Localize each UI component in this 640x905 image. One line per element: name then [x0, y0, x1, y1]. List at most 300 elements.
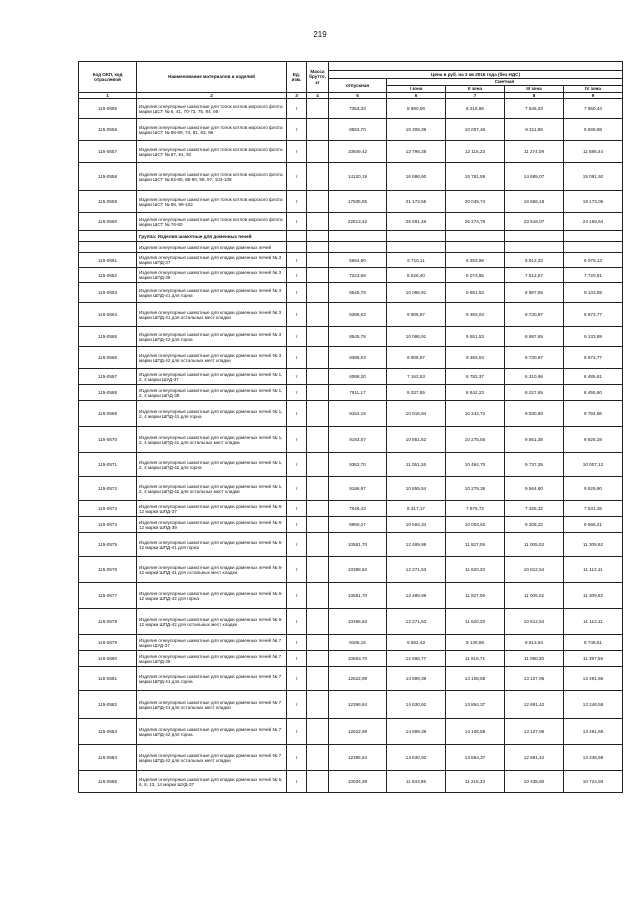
cell-zone-4: 13 248,58 [564, 691, 623, 719]
cell-name: Изделия огнеупорные шамотные для кладки доменных печей № 3 марки ШПД-42 для горна [137, 327, 287, 347]
header-price-title: Цена в руб. на 2 кв 2016 года (без НДС) [329, 71, 623, 79]
table-row [79, 517, 623, 533]
cell-zone-1: 10 564,34 [387, 517, 446, 533]
cell-mass [307, 719, 329, 745]
cell-name: Изделия огнеупорные шамотные для кладки доменных печей № 7 марки ШПД-42 для остальных мест кладки [137, 745, 287, 771]
cell-mass [307, 557, 329, 583]
cell-zone-1: 12 586,77 [387, 651, 446, 667]
cell-zone-3: 10 435,80 [505, 771, 564, 793]
cell-code: 115-0557 [79, 141, 137, 163]
table-row [79, 253, 623, 268]
cell-code: 115-0577 [79, 583, 137, 609]
cell-zone-4: 7 850,44 [564, 99, 623, 119]
cell-price-otpusk: 12622,99 [329, 719, 387, 745]
cell-zone-1: 12 271,53 [387, 609, 446, 635]
cell-zone-4 [564, 231, 623, 242]
cell-zone-4: 8 972,77 [564, 347, 623, 369]
cell-zone-4: 13 248,58 [564, 745, 623, 771]
cell-price-otpusk: 9362,70 [329, 453, 387, 477]
cell-unit: т [287, 191, 307, 213]
cell-mass [307, 533, 329, 557]
cell-zone-4: 8 455,60 [564, 385, 623, 401]
cell-mass [307, 283, 329, 303]
cell-unit: т [287, 385, 307, 401]
table-row [79, 99, 623, 119]
cell-code: 115-0563 [79, 283, 137, 303]
header-unit: Ед. изм. [287, 62, 307, 93]
cell-zone-4: 6 076,13 [564, 253, 623, 268]
cell-zone-4: 6 485,81 [564, 369, 623, 385]
cell-name: Изделия огнеупорные шамотные для кладки доменных печей № 3 марки ШПД-42 для остальных мест кладки [137, 347, 287, 369]
cell-zone-4: 8 749,51 [564, 635, 623, 651]
cell-zone-3 [505, 231, 564, 242]
cell-zone-2: 9 149,58 [446, 635, 505, 651]
cell-name: Изделия огнеупорные шамотные для кладки доменных печей № 6-12 марки ШПД-41 для горна [137, 533, 287, 557]
cell-zone-3: 8 887,65 [505, 283, 564, 303]
cell-zone-3: 8 730,87 [505, 303, 564, 327]
cell-code: 115-0567 [79, 369, 137, 385]
cell-mass [307, 268, 329, 283]
cell-zone-4 [564, 242, 623, 253]
cell-price-otpusk: 8186,15 [329, 635, 387, 651]
cell-zone-4: 13 491,66 [564, 667, 623, 691]
cell-zone-2: 10 464,70 [446, 453, 505, 477]
cell-zone-4: 15 091,92 [564, 163, 623, 191]
cell-mass [307, 327, 329, 347]
cell-zone-1: 12 489,99 [387, 533, 446, 557]
cell-zone-2: 10 003,62 [446, 517, 505, 533]
cell-name: Изделия огнеупорные шамотные для кладки доменных печей № 7 марки ШУД-37 [137, 635, 287, 651]
cell-zone-3: 9 308,22 [505, 517, 564, 533]
cell-name: Изделия огнеупорные шамотные для топок котлов морского флота марки ШСТ № 87, 91, 92 [137, 141, 287, 163]
cell-code: 115-0560 [79, 213, 137, 231]
cell-zone-2: 11 827,06 [446, 533, 505, 557]
cell-code: 115-0562 [79, 268, 137, 283]
cell-mass [307, 501, 329, 517]
cell-zone-3: 5 912,33 [505, 253, 564, 268]
cell-price-otpusk: 6068,20 [329, 369, 387, 385]
cell-unit: т [287, 427, 307, 453]
cell-price-otpusk: 12396,64 [329, 691, 387, 719]
cell-zone-3: 10 812,54 [505, 557, 564, 583]
cell-zone-4: 11 309,92 [564, 533, 623, 557]
header-mass: Масса брутто, кг [307, 62, 329, 93]
cell-zone-3: 9 564,90 [505, 477, 564, 501]
cell-zone-3: 14 685,07 [505, 163, 564, 191]
header-zone-4: IV зона [564, 86, 623, 93]
table-row [79, 347, 623, 369]
cell-price-otpusk: 14120,19 [329, 163, 387, 191]
cell-zone-2: 11 620,20 [446, 609, 505, 635]
cell-zone-4: 9 569,88 [564, 119, 623, 141]
col-num-4: 4 [307, 93, 329, 99]
cell-mass [307, 583, 329, 609]
cell-code: 115-0579 [79, 635, 137, 651]
cell-price-otpusk: 7223,69 [329, 268, 387, 283]
cell-name: Изделия огнеупорные шамотные для кладки доменных печей № 3 марки ШПД-39 [137, 268, 287, 283]
cell-zone-3: 11 005,02 [505, 533, 564, 557]
table-row [79, 141, 623, 163]
cell-unit: т [287, 163, 307, 191]
cell-zone-1: 10 855,54 [387, 477, 446, 501]
table-row [79, 242, 623, 253]
cell-mass [307, 231, 329, 242]
cell-unit [287, 242, 307, 253]
cell-name: Изделия огнеупорные шамотные для кладки доменных печей № 1, 2, 4 марки ШПД-41 для горна [137, 401, 287, 427]
cell-zone-2: 8 073,85 [446, 268, 505, 283]
cell-zone-4: 10 724,93 [564, 771, 623, 793]
cell-name: Изделия огнеупорные шамотные для кладки доменных печей № 3 марки ШПД-41 для остальных мест кладки [137, 303, 287, 327]
table-row [79, 369, 623, 385]
cell-zone-3: 23 518,07 [505, 213, 564, 231]
table-row [79, 453, 623, 477]
cell-zone-3: 18 656,18 [505, 191, 564, 213]
col-num-1: 1 [79, 93, 137, 99]
table-row [79, 533, 623, 557]
header-code: Код ОКП, код отраслевой [79, 62, 137, 93]
cell-zone-4: 7 531,35 [564, 501, 623, 517]
cell-zone-1: 21 173,55 [387, 191, 446, 213]
cell-name: Изделия огнеупорные шамотные для кладки доменных печей № 6-12 марки ШПД-39 [137, 517, 287, 533]
cell-unit: т [287, 691, 307, 719]
table-row [79, 191, 623, 213]
table-row [79, 609, 623, 635]
cell-mass [307, 635, 329, 651]
cell-code: 115-0558 [79, 163, 137, 191]
cell-name: Изделия огнеупорные шамотные для кладки доменных печей № 6-12 марки ШПД-42 для остальных мест кладки [137, 609, 287, 635]
table-row [79, 583, 623, 609]
cell-price-otpusk: 9193,57 [329, 427, 387, 453]
cell-zone-3: 12 891,42 [505, 745, 564, 771]
cell-unit: т [287, 141, 307, 163]
cell-zone-3: 9 311,89 [505, 119, 564, 141]
cell-zone-2: 8 218,86 [446, 99, 505, 119]
cell-zone-3: 7 328,32 [505, 501, 564, 517]
cell-zone-2: 6 353,96 [446, 253, 505, 268]
cell-zone-2: 11 620,20 [446, 557, 505, 583]
cell-price-otpusk: 17935,55 [329, 191, 387, 213]
cell-zone-1: 14 630,92 [387, 691, 446, 719]
cell-zone-2: 13 854,37 [446, 691, 505, 719]
cell-code: 115-0584 [79, 745, 137, 771]
cell-code: 115-0572 [79, 477, 137, 501]
cell-zone-1: 8 526,40 [387, 268, 446, 283]
cell-code: 115-0573 [79, 501, 137, 517]
cell-price-otpusk: 10581,70 [329, 533, 387, 557]
cell-zone-2: 25 274,79 [446, 213, 505, 231]
cell-mass [307, 242, 329, 253]
cell-zone-3: 8 730,87 [505, 347, 564, 369]
cell-mass [307, 609, 329, 635]
cell-zone-4: 11 586,44 [564, 141, 623, 163]
cell-price-otpusk [329, 231, 387, 242]
cell-zone-1: 26 691,46 [387, 213, 446, 231]
cell-unit: т [287, 268, 307, 283]
cell-price-otpusk: 22613,42 [329, 213, 387, 231]
cell-zone-4: 10 007,12 [564, 453, 623, 477]
cell-zone-3: 7 512,67 [505, 268, 564, 283]
cell-mass [307, 385, 329, 401]
cell-price-otpusk: 5684,90 [329, 253, 387, 268]
cell-price-otpusk: 10396,62 [329, 609, 387, 635]
cell-name: Изделия огнеупорные шамотные для кладки доменных печей № 7 марки ШПД-39 [137, 651, 287, 667]
table-row [79, 635, 623, 651]
cell-name: Изделия огнеупорные шамотные для топок котлов морского флота марки ШСТ № 86, 99-102 [137, 191, 287, 213]
cell-mass [307, 163, 329, 191]
cell-zone-2: 14 108,58 [446, 719, 505, 745]
cell-zone-3: 13 127,96 [505, 667, 564, 691]
cell-zone-3: 11 090,30 [505, 651, 564, 667]
cell-zone-4: 13 491,66 [564, 719, 623, 745]
cell-zone-4: 7 720,81 [564, 268, 623, 283]
cell-zone-1: 10 851,52 [387, 427, 446, 453]
cell-price-otpusk: 9196,97 [329, 477, 387, 501]
cell-zone-2: 11 827,06 [446, 583, 505, 609]
cell-price-otpusk: 10034,39 [329, 771, 387, 793]
cell-code: 115-0566 [79, 347, 137, 369]
table-row [79, 667, 623, 691]
cell-zone-3: 8 227,65 [505, 385, 564, 401]
cell-zone-1: 7 162,53 [387, 369, 446, 385]
cell-zone-4: 19 173,06 [564, 191, 623, 213]
cell-mass [307, 691, 329, 719]
cell-zone-4: 11 309,92 [564, 583, 623, 609]
cell-zone-1: 11 843,96 [387, 771, 446, 793]
cell-code: 115-0561 [79, 253, 137, 268]
price-table-wrapper [78, 61, 622, 793]
col-num-9: 9 [564, 93, 623, 99]
cell-price-otpusk: 8545,78 [329, 327, 387, 347]
cell-price-otpusk: 12395,64 [329, 745, 387, 771]
table-row [79, 401, 623, 427]
header-zone-2: II зона [446, 86, 505, 93]
cell-price-otpusk: 7354,33 [329, 99, 387, 119]
cell-code: 115-0568 [79, 385, 137, 401]
cell-unit: т [287, 517, 307, 533]
cell-code: 115-0583 [79, 719, 137, 745]
cell-unit: т [287, 477, 307, 501]
cell-zone-2: 8 842,23 [446, 385, 505, 401]
cell-zone-1 [387, 231, 446, 242]
table-row [79, 651, 623, 667]
cell-unit: т [287, 745, 307, 771]
cell-zone-2: 10 007,46 [446, 119, 505, 141]
cell-zone-4: 9 133,89 [564, 327, 623, 347]
cell-code: 115-0574 [79, 517, 137, 533]
table-row [79, 427, 623, 453]
cell-unit: т [287, 609, 307, 635]
cell-zone-2: 14 108,58 [446, 667, 505, 691]
cell-code [79, 242, 137, 253]
cell-unit: т [287, 369, 307, 385]
cell-price-otpusk: 7911,17 [329, 385, 387, 401]
col-num-3: 3 [287, 93, 307, 99]
cell-name: Изделия огнеупорные шамотные для кладки доменных печей № 7 марки ШПД-42 для горна [137, 719, 287, 745]
cell-price-otpusk: 8395,03 [329, 347, 387, 369]
cell-price-otpusk [329, 242, 387, 253]
cell-code: 115-0556 [79, 119, 137, 141]
cell-zone-3: 9 530,80 [505, 401, 564, 427]
cell-zone-1: 12 489,99 [387, 583, 446, 609]
table-row [79, 557, 623, 583]
cell-price-otpusk: 12622,99 [329, 667, 387, 691]
table-row [79, 691, 623, 719]
cell-unit: т [287, 533, 307, 557]
cell-zone-2: 10 275,56 [446, 427, 505, 453]
cell-zone-1: 9 337,85 [387, 385, 446, 401]
cell-zone-2: 12 116,23 [446, 141, 505, 163]
cell-mass [307, 213, 329, 231]
cell-price-otpusk: 10663,70 [329, 651, 387, 667]
cell-zone-2: 10 242,72 [446, 401, 505, 427]
cell-zone-3: 6 310,96 [505, 369, 564, 385]
cell-zone-1: 9 908,97 [387, 347, 446, 369]
cell-name: Изделия огнеупорные шамотные для кладки доменных печей № 1, 2, 4 марки ШПД-42 для горна [137, 453, 287, 477]
cell-unit: т [287, 453, 307, 477]
cell-zone-1: 10 086,91 [387, 327, 446, 347]
cell-code: 115-0575 [79, 533, 137, 557]
cell-zone-1: 10 086,91 [387, 283, 446, 303]
cell-zone-2: 9 551,53 [446, 283, 505, 303]
cell-code: 115-0581 [79, 667, 137, 691]
cell-unit: т [287, 719, 307, 745]
cell-name: Изделия огнеупорные шамотные для топок котлов морского флота марки ШСТ № 82-85, 88-90, 98, 97, 103-108 [137, 163, 287, 191]
cell-zone-1: 14 899,39 [387, 719, 446, 745]
cell-zone-4: 9 133,89 [564, 283, 623, 303]
cell-code: 115-0582 [79, 691, 137, 719]
cell-mass [307, 427, 329, 453]
cell-code: 115-0570 [79, 427, 137, 453]
cell-price-otpusk: 10849,42 [329, 141, 387, 163]
table-row [79, 213, 623, 231]
cell-code: 115-0555 [79, 99, 137, 119]
cell-zone-2: 6 782,37 [446, 369, 505, 385]
table-row [79, 719, 623, 745]
cell-name: Изделия огнеупорные шамотные для кладки доменных печей № 6-12 марки ШПД-42 для горна [137, 583, 287, 609]
cell-price-otpusk: 7046,43 [329, 501, 387, 517]
col-num-5: 5 [329, 93, 387, 99]
cell-code: 115-0580 [79, 651, 137, 667]
table-row [79, 119, 623, 141]
cell-mass [307, 771, 329, 793]
cell-zone-1: 16 686,60 [387, 163, 446, 191]
cell-name: Изделия огнеупорные шамотные для кладки доменных печей № 5, 6, 8, 13, 14 марки ШУД-37 [137, 771, 287, 793]
table-row [79, 163, 623, 191]
cell-code: 115-0571 [79, 453, 137, 477]
cell-name: Изделия огнеупорные шамотные для кладки доменных печей № 1, 2, 4 марки ШПД-42 для остальных мест кладки [137, 477, 287, 501]
cell-mass [307, 99, 329, 119]
col-num-6: 6 [387, 93, 446, 99]
cell-zone-4: 11 112,11 [564, 557, 623, 583]
cell-zone-1: 8 680,59 [387, 99, 446, 119]
cell-price-otpusk: 10398,62 [329, 557, 387, 583]
cell-name: Изделия огнеупорные шамотные для топок котлов морского флота марки ШСТ № 86-89, 74, 81, 83, 96 [137, 119, 287, 141]
cell-name: Изделия огнеупорные шамотные для кладки доменных печей № 7 марки ШПД-41 для горна [137, 667, 287, 691]
cell-mass [307, 191, 329, 213]
cell-mass [307, 477, 329, 501]
cell-price-otpusk: 10581,70 [329, 583, 387, 609]
cell-zone-3: 13 127,96 [505, 719, 564, 745]
cell-mass [307, 347, 329, 369]
cell-code: 115-0565 [79, 327, 137, 347]
header-name: Наименование материалов и изделий [137, 62, 287, 93]
cell-name: Изделия огнеупорные шамотные для кладки доменных печей № 6-12 марки ШПД-37 [137, 501, 287, 517]
header-zone-1: I зона [387, 86, 446, 93]
table-row [79, 501, 623, 517]
cell-zone-4: 9 829,90 [564, 477, 623, 501]
table-row [79, 283, 623, 303]
header-otpusknaya: отпускная [329, 79, 387, 93]
cell-code: 115-0585 [79, 771, 137, 793]
cell-zone-1: 9 662,43 [387, 635, 446, 651]
cell-mass [307, 119, 329, 141]
cell-zone-2: 11 918,71 [446, 651, 505, 667]
cell-mass [307, 517, 329, 533]
cell-zone-2: 7 875,72 [446, 501, 505, 517]
col-num-7: 7 [446, 93, 505, 99]
cell-zone-1: 12 796,38 [387, 141, 446, 163]
cell-zone-3: 8 887,65 [505, 327, 564, 347]
cell-unit: т [287, 501, 307, 517]
cell-name: Изделия огнеупорные шамотные для кладки доменных печей № 6-12 марки ШПД-41 для остальных мест кладки [137, 557, 287, 583]
cell-unit: т [287, 651, 307, 667]
table-row [79, 745, 623, 771]
cell-zone-1: 9 908,97 [387, 303, 446, 327]
cell-mass [307, 651, 329, 667]
cell-unit: т [287, 771, 307, 793]
cell-unit: т [287, 119, 307, 141]
header-smetnaya: Сметная [387, 79, 623, 86]
cell-zone-3: 11 005,02 [505, 583, 564, 609]
cell-unit: т [287, 557, 307, 583]
cell-zone-2: 20 049,74 [446, 191, 505, 213]
cell-zone-1: 14 899,39 [387, 667, 446, 691]
table-row [79, 385, 623, 401]
cell-price-otpusk: 8553,70 [329, 119, 387, 141]
cell-zone-1: 10 308,39 [387, 119, 446, 141]
cell-zone-4: 9 794,86 [564, 401, 623, 427]
cell-zone-4: 11 397,56 [564, 651, 623, 667]
table-row [79, 771, 623, 793]
cell-code: 115-0559 [79, 191, 137, 213]
cell-zone-1: 8 317,17 [387, 501, 446, 517]
cell-zone-3: 9 561,38 [505, 427, 564, 453]
cell-mass [307, 141, 329, 163]
cell-code [79, 231, 137, 242]
cell-unit: т [287, 327, 307, 347]
cell-unit [287, 231, 307, 242]
cell-zone-2: 9 551,53 [446, 327, 505, 347]
cell-zone-2: 9 383,04 [446, 347, 505, 369]
cell-zone-3: 10 812,54 [505, 609, 564, 635]
cell-zone-2: 10 279,36 [446, 477, 505, 501]
cell-zone-2: 13 854,37 [446, 745, 505, 771]
col-num-2: 2 [137, 93, 287, 99]
group-row [79, 231, 623, 242]
table-row [79, 327, 623, 347]
cell-zone-1: 6 710,11 [387, 253, 446, 268]
cell-zone-4: 9 826,28 [564, 427, 623, 453]
cell-zone-2 [446, 242, 505, 253]
cell-zone-1: 12 271,53 [387, 557, 446, 583]
cell-mass [307, 253, 329, 268]
cell-zone-3: 11 274,09 [505, 141, 564, 163]
cell-unit: т [287, 213, 307, 231]
cell-code: 115-0564 [79, 303, 137, 327]
cell-zone-2: 9 383,04 [446, 303, 505, 327]
cell-name: Изделия огнеупорные шамотные для кладки доменных печей № 7 марки ШПД-41 для остальных мест кладки [137, 691, 287, 719]
col-num-8: 8 [505, 93, 564, 99]
